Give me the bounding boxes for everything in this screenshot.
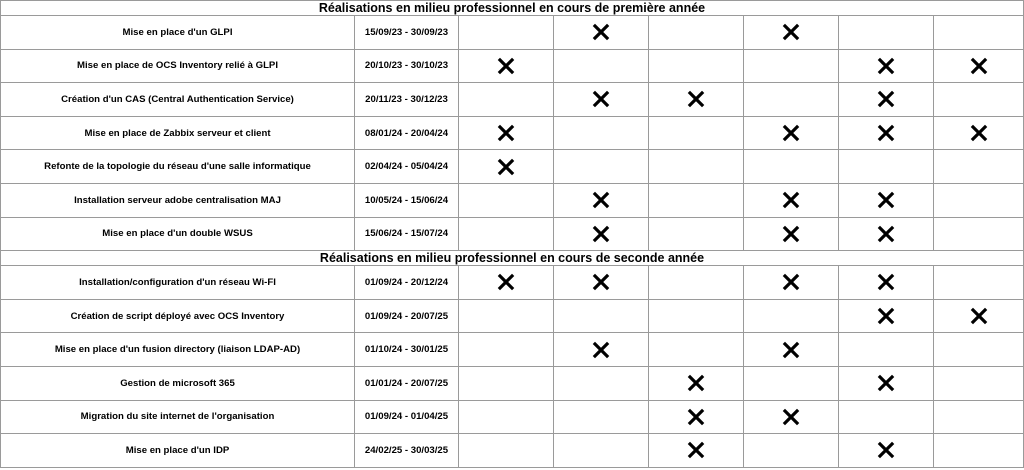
mark-cell	[744, 366, 839, 400]
table-row	[1, 333, 1024, 367]
cross-icon	[877, 374, 895, 392]
task-label: Mise en place d'un IDP	[1, 434, 355, 468]
mark-cell	[554, 366, 649, 400]
mark-cell	[554, 183, 649, 217]
mark-cell	[649, 400, 744, 434]
cross-icon	[592, 341, 610, 359]
mark-cell	[744, 266, 839, 300]
mark-cell	[459, 83, 554, 117]
table-row	[1, 266, 1024, 300]
cross-icon	[877, 441, 895, 459]
cross-icon	[497, 158, 515, 176]
task-label: Installation/configuration d'un réseau Wi-FI	[1, 266, 355, 300]
mark-cell	[934, 366, 1024, 400]
mark-cell	[649, 217, 744, 251]
mark-cell	[744, 299, 839, 333]
task-label: Création de script déployé avec OCS Inventory	[1, 299, 355, 333]
mark-cell	[649, 366, 744, 400]
mark-cell	[459, 150, 554, 184]
mark-cell	[934, 217, 1024, 251]
cross-icon	[592, 273, 610, 291]
table-row	[1, 150, 1024, 184]
mark-cell	[839, 400, 934, 434]
mark-cell	[839, 366, 934, 400]
cross-icon	[497, 57, 515, 75]
task-dates: 20/10/23 - 30/10/23	[355, 49, 459, 83]
mark-cell	[934, 16, 1024, 50]
mark-cell	[839, 116, 934, 150]
task-dates: 15/09/23 - 30/09/23	[355, 16, 459, 50]
mark-cell	[744, 16, 839, 50]
mark-cell	[554, 116, 649, 150]
mark-cell	[649, 434, 744, 468]
mark-cell	[459, 366, 554, 400]
cross-icon	[970, 307, 988, 325]
table-row	[1, 299, 1024, 333]
cross-icon	[497, 273, 515, 291]
mark-cell	[744, 400, 839, 434]
table-body	[1, 1, 1024, 468]
mark-cell	[554, 266, 649, 300]
cross-icon	[877, 124, 895, 142]
cross-icon	[877, 57, 895, 75]
mark-cell	[744, 116, 839, 150]
cross-icon	[877, 191, 895, 209]
cross-icon	[970, 124, 988, 142]
mark-cell	[744, 150, 839, 184]
table-row	[1, 434, 1024, 468]
cross-icon	[782, 23, 800, 41]
cross-icon	[877, 307, 895, 325]
mark-cell	[934, 116, 1024, 150]
cross-icon	[782, 124, 800, 142]
mark-cell	[554, 400, 649, 434]
task-dates: 01/10/24 - 30/01/25	[355, 333, 459, 367]
cross-icon	[687, 90, 705, 108]
task-dates: 20/11/23 - 30/12/23	[355, 83, 459, 117]
cross-icon	[782, 191, 800, 209]
mark-cell	[839, 217, 934, 251]
mark-cell	[839, 83, 934, 117]
cross-icon	[877, 273, 895, 291]
task-dates: 10/05/24 - 15/06/24	[355, 183, 459, 217]
mark-cell	[649, 116, 744, 150]
task-dates: 15/06/24 - 15/07/24	[355, 217, 459, 251]
task-label: Gestion de microsoft 365	[1, 366, 355, 400]
table-row	[1, 116, 1024, 150]
mark-cell	[934, 49, 1024, 83]
mark-cell	[649, 150, 744, 184]
cross-icon	[877, 90, 895, 108]
section-title: Réalisations en milieu professionnel en cours de première année	[1, 1, 1024, 16]
task-dates: 08/01/24 - 20/04/24	[355, 116, 459, 150]
mark-cell	[554, 49, 649, 83]
mark-cell	[934, 266, 1024, 300]
mark-cell	[459, 434, 554, 468]
task-dates: 02/04/24 - 05/04/24	[355, 150, 459, 184]
mark-cell	[554, 217, 649, 251]
mark-cell	[744, 83, 839, 117]
task-dates: 24/02/25 - 30/03/25	[355, 434, 459, 468]
mark-cell	[839, 333, 934, 367]
cross-icon	[687, 374, 705, 392]
task-dates: 01/09/24 - 20/07/25	[355, 299, 459, 333]
mark-cell	[649, 266, 744, 300]
mark-cell	[459, 217, 554, 251]
mark-cell	[459, 49, 554, 83]
mark-cell	[554, 299, 649, 333]
mark-cell	[744, 217, 839, 251]
mark-cell	[554, 16, 649, 50]
table-row	[1, 183, 1024, 217]
cross-icon	[592, 191, 610, 209]
table-row	[1, 217, 1024, 251]
table-row	[1, 49, 1024, 83]
task-dates: 01/01/24 - 20/07/25	[355, 366, 459, 400]
mark-cell	[934, 400, 1024, 434]
mark-cell	[554, 333, 649, 367]
cross-icon	[497, 124, 515, 142]
task-dates: 01/09/24 - 01/04/25	[355, 400, 459, 434]
mark-cell	[459, 333, 554, 367]
cross-icon	[782, 341, 800, 359]
mark-cell	[554, 434, 649, 468]
mark-cell	[744, 434, 839, 468]
mark-cell	[459, 400, 554, 434]
section-header-row	[1, 1, 1024, 16]
mark-cell	[459, 183, 554, 217]
mark-cell	[649, 299, 744, 333]
cross-icon	[782, 408, 800, 426]
cross-icon	[877, 225, 895, 243]
mark-cell	[459, 116, 554, 150]
cross-icon	[592, 225, 610, 243]
task-label: Mise en place de OCS Inventory relié à GLPI	[1, 49, 355, 83]
cross-icon	[592, 90, 610, 108]
mark-cell	[934, 183, 1024, 217]
table-row	[1, 400, 1024, 434]
cross-icon	[592, 23, 610, 41]
cross-icon	[687, 441, 705, 459]
mark-cell	[839, 150, 934, 184]
task-label: Installation serveur adobe centralisation MAJ	[1, 183, 355, 217]
mark-cell	[934, 434, 1024, 468]
mark-cell	[934, 333, 1024, 367]
task-label: Mise en place d'un double WSUS	[1, 217, 355, 251]
mark-cell	[934, 150, 1024, 184]
mark-cell	[934, 83, 1024, 117]
mark-cell	[649, 49, 744, 83]
mark-cell	[649, 83, 744, 117]
table-row	[1, 83, 1024, 117]
table-row	[1, 366, 1024, 400]
mark-cell	[554, 83, 649, 117]
mark-cell	[459, 299, 554, 333]
cross-icon	[687, 408, 705, 426]
task-label: Mise en place de Zabbix serveur et client	[1, 116, 355, 150]
mark-cell	[839, 299, 934, 333]
mark-cell	[934, 299, 1024, 333]
section-header-row	[1, 251, 1024, 266]
mark-cell	[839, 183, 934, 217]
section-title: Réalisations en milieu professionnel en cours de seconde année	[1, 251, 1024, 266]
mark-cell	[839, 16, 934, 50]
task-label: Refonte de la topologie du réseau d'une salle informatique	[1, 150, 355, 184]
task-dates: 01/09/24 - 20/12/24	[355, 266, 459, 300]
table-row	[1, 16, 1024, 50]
mark-cell	[554, 150, 649, 184]
task-label: Création d'un CAS (Central Authentication Service)	[1, 83, 355, 117]
mark-cell	[839, 49, 934, 83]
mark-cell	[839, 434, 934, 468]
mark-cell	[744, 49, 839, 83]
mark-cell	[744, 183, 839, 217]
cross-icon	[782, 273, 800, 291]
cross-icon	[970, 57, 988, 75]
task-label: Migration du site internet de l'organisation	[1, 400, 355, 434]
cross-icon	[782, 225, 800, 243]
mark-cell	[459, 16, 554, 50]
mark-cell	[649, 16, 744, 50]
mark-cell	[649, 183, 744, 217]
mark-cell	[839, 266, 934, 300]
mark-cell	[649, 333, 744, 367]
mark-cell	[459, 266, 554, 300]
task-label: Mise en place d'un GLPI	[1, 16, 355, 50]
mark-cell	[744, 333, 839, 367]
task-label: Mise en place d'un fusion directory (liaison LDAP-AD)	[1, 333, 355, 367]
